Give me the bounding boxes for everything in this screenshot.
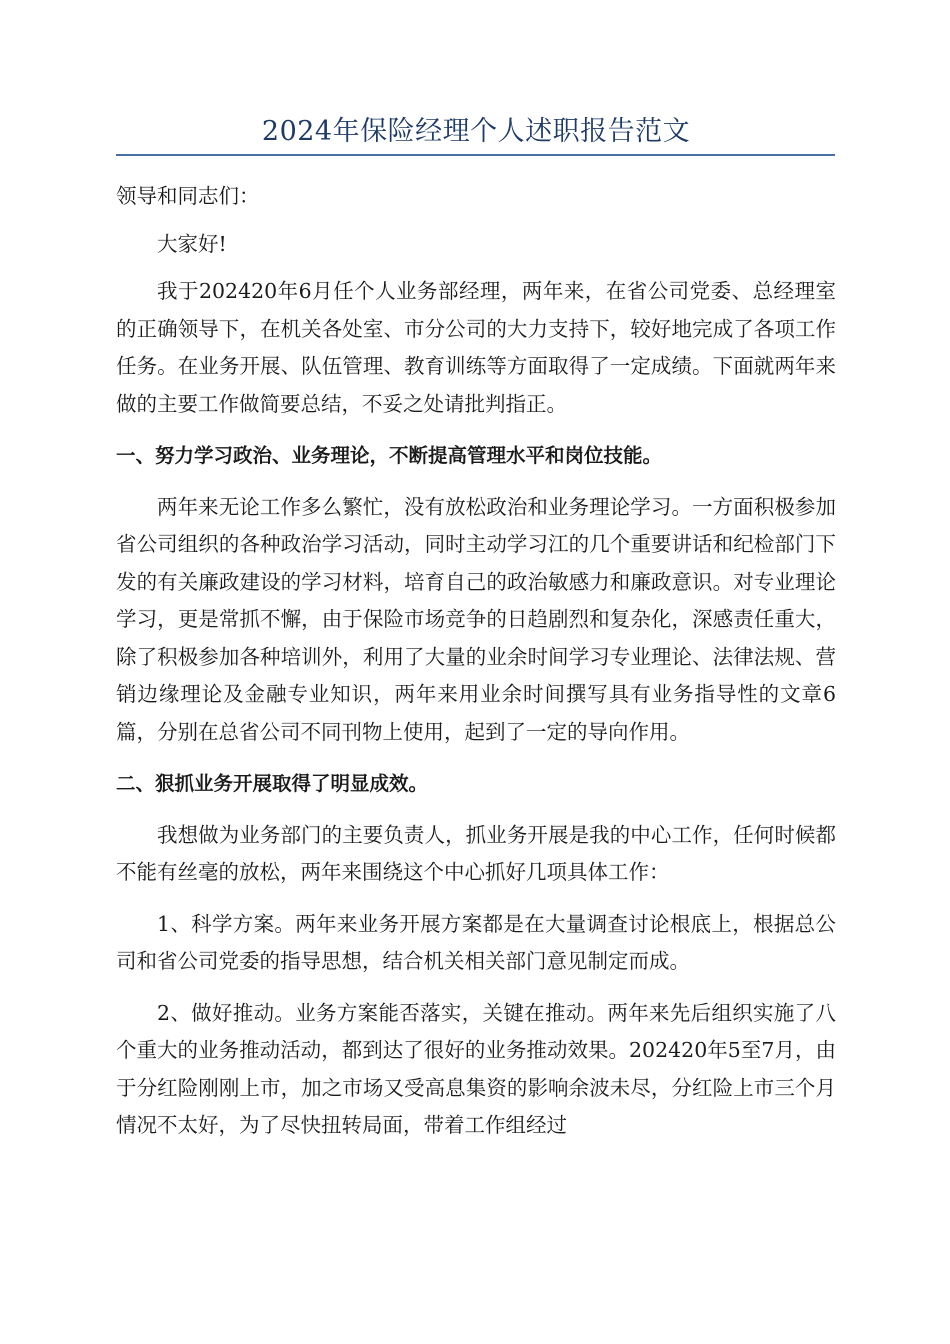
- salutation: 领导和同志们：: [116, 184, 260, 208]
- title-underline: [116, 154, 835, 156]
- section-heading-1: 一、努力学习政治、业务理论，不断提高管理水平和岗位技能。: [116, 444, 663, 467]
- section-1-paragraph: 两年来无论工作多么繁忙，没有放松政治和业务理论学习。一方面积极参加省公司组织的各种政治学习活动，同时主动学习江的几个重要讲话和纪检部门下发的有关廉政建设的学习材料，培育自己的政治敏感力和廉政意识。对专业理论学习，更是常抓不懈，由于保险市场竞争的日趋剧烈和复杂化，深感责任重大，除了积极参加各种培训外，利用了大量的业余时间学习专业理论、法律法规、营销边缘理论及金融专业知识，两年来用业余时间撰写具有业务指导性的文章6篇，分别在总省公司不同刊物上使用，起到了一定的导向作用。: [116, 494, 836, 744]
- intro-paragraph: 我于202420年6月任个人业务部经理，两年来，在省公司党委、总经理室的正确领导下，在机关各处室、市分公司的大力支持下，较好地完成了各项工作任务。在业务开展、队伍管理、教育训练等方面取得了一定成绩。下面就两年来做的主要工作做简要总结，不妥之处请批判指正。: [116, 279, 836, 416]
- greeting: 大家好!: [157, 231, 227, 256]
- item-1-paragraph: 1、科学方案。两年来业务开展方案都是在大量调查讨论根底上，根据总公司和省公司党委的指导思想，结合机关相关部门意见制定而成。: [116, 911, 836, 973]
- section-heading-2: 二、狠抓业务开展取得了明显成效。: [116, 772, 429, 795]
- item-2-paragraph: 2、做好推动。业务方案能否落实，关键在推动。两年来先后组织实施了八个重大的业务推动活动，都到达了很好的业务推动效果。202420年5至7月，由于分红险刚刚上市，加之市场又受高息集资的影响余波未尽，分红险上市三个月情况不太好，为了尽快扭转局面，带着工作组经过: [116, 1000, 836, 1137]
- document-body: [116, 178, 836, 1145]
- document-title: 2024年保险经理个人述职报告范文: [261, 116, 691, 147]
- section-2-paragraph: 我想做为业务部门的主要负责人，抓业务开展是我的中心工作，任何时候都不能有丝毫的放松，两年来围绕这个中心抓好几项具体工作：: [116, 822, 836, 884]
